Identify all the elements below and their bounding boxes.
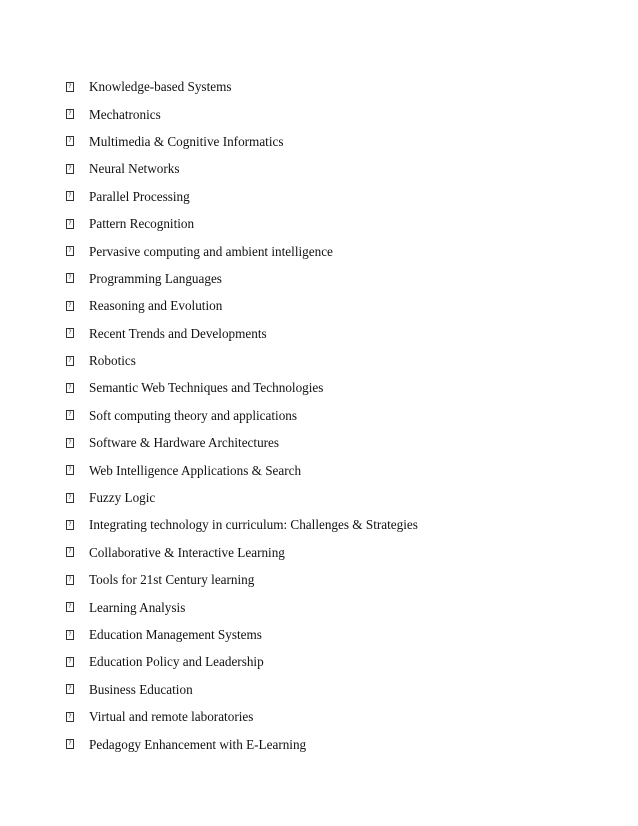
list-item <box>66 730 606 757</box>
list-item <box>66 402 606 429</box>
list-item <box>66 703 606 730</box>
list-item <box>66 539 606 566</box>
missing-glyph-box-icon: ? <box>66 465 74 475</box>
missing-glyph-box-icon: ? <box>66 630 74 640</box>
list-item <box>66 621 606 648</box>
missing-glyph-box-icon: ? <box>66 493 74 503</box>
missing-glyph-box-icon: ? <box>66 410 74 420</box>
missing-glyph-box-icon: ? <box>66 356 74 366</box>
missing-glyph-box-icon: ? <box>66 109 74 119</box>
list-item-label: Pedagogy Enhancement with E-Learning <box>89 736 307 752</box>
list-item-label: Web Intelligence Applications & Search <box>89 462 302 478</box>
list-item <box>66 593 606 620</box>
missing-glyph-box-icon: ? <box>66 383 74 393</box>
list-item-label: Programming Languages <box>89 270 222 286</box>
list-item-label: Knowledge-based Systems <box>89 79 232 95</box>
missing-glyph-box-icon: ? <box>66 520 74 530</box>
missing-glyph-box-icon: ? <box>66 657 74 667</box>
list-item-label: Recent Trends and Developments <box>89 325 267 341</box>
list-item <box>66 374 606 401</box>
list-item <box>66 676 606 703</box>
missing-glyph-box-icon: ? <box>66 82 74 92</box>
missing-glyph-box-icon: ? <box>66 191 74 201</box>
list-item-label: Reasoning and Evolution <box>89 298 223 314</box>
list-item-label: Business Education <box>89 681 193 697</box>
list-item <box>66 511 606 538</box>
list-item-label: Neural Networks <box>89 161 180 177</box>
list-item-label: Semantic Web Techniques and Technologies <box>89 380 324 396</box>
list-item-label: Education Policy and Leadership <box>89 654 264 670</box>
list-item-label: Robotics <box>89 353 136 369</box>
list-item <box>66 456 606 483</box>
missing-glyph-box-icon: ? <box>66 575 74 585</box>
list-item <box>66 155 606 182</box>
list-item <box>66 128 606 155</box>
list-item-label: Soft computing theory and applications <box>89 407 298 423</box>
list-item <box>66 237 606 264</box>
missing-glyph-box-icon: ? <box>66 219 74 229</box>
list-item-label: Parallel Processing <box>89 188 190 204</box>
list-item-label: Software & Hardware Architectures <box>89 435 280 451</box>
list-item-label: Collaborative & Interactive Learning <box>89 544 285 560</box>
list-item <box>66 320 606 347</box>
list-item-label: Mechatronics <box>89 106 161 122</box>
missing-glyph-box-icon: ? <box>66 136 74 146</box>
list-item <box>66 183 606 210</box>
missing-glyph-box-icon: ? <box>66 164 74 174</box>
missing-glyph-box-icon: ? <box>66 438 74 448</box>
list-item-label: Integrating technology in curriculum: Challenges & Strategies <box>89 517 418 533</box>
missing-glyph-box-icon: ? <box>66 547 74 557</box>
list-item-label: Multimedia & Cognitive Informatics <box>89 133 284 149</box>
list-item-label: Fuzzy Logic <box>89 490 156 506</box>
missing-glyph-box-icon: ? <box>66 684 74 694</box>
missing-glyph-box-icon: ? <box>66 328 74 338</box>
list-item <box>66 566 606 593</box>
missing-glyph-box-icon: ? <box>66 246 74 256</box>
list-item-label: Virtual and remote laboratories <box>89 709 254 725</box>
list-item <box>66 347 606 374</box>
missing-glyph-box-icon: ? <box>66 301 74 311</box>
list-item-label: Pervasive computing and ambient intelligence <box>89 243 333 259</box>
list-item <box>66 265 606 292</box>
list-item-label: Pattern Recognition <box>89 216 195 232</box>
list-item <box>66 73 606 100</box>
missing-glyph-box-icon: ? <box>66 739 74 749</box>
list-item <box>66 292 606 319</box>
list-item <box>66 484 606 511</box>
topic-list <box>66 73 606 758</box>
list-item <box>66 648 606 675</box>
list-item-label: Tools for 21st Century learning <box>89 572 255 588</box>
missing-glyph-box-icon: ? <box>66 273 74 283</box>
list-item <box>66 429 606 456</box>
missing-glyph-box-icon: ? <box>66 602 74 612</box>
list-item <box>66 210 606 237</box>
missing-glyph-box-icon: ? <box>66 712 74 722</box>
list-item-label: Education Management Systems <box>89 627 262 642</box>
list-item <box>66 100 606 127</box>
list-item-label: Learning Analysis <box>89 599 186 615</box>
